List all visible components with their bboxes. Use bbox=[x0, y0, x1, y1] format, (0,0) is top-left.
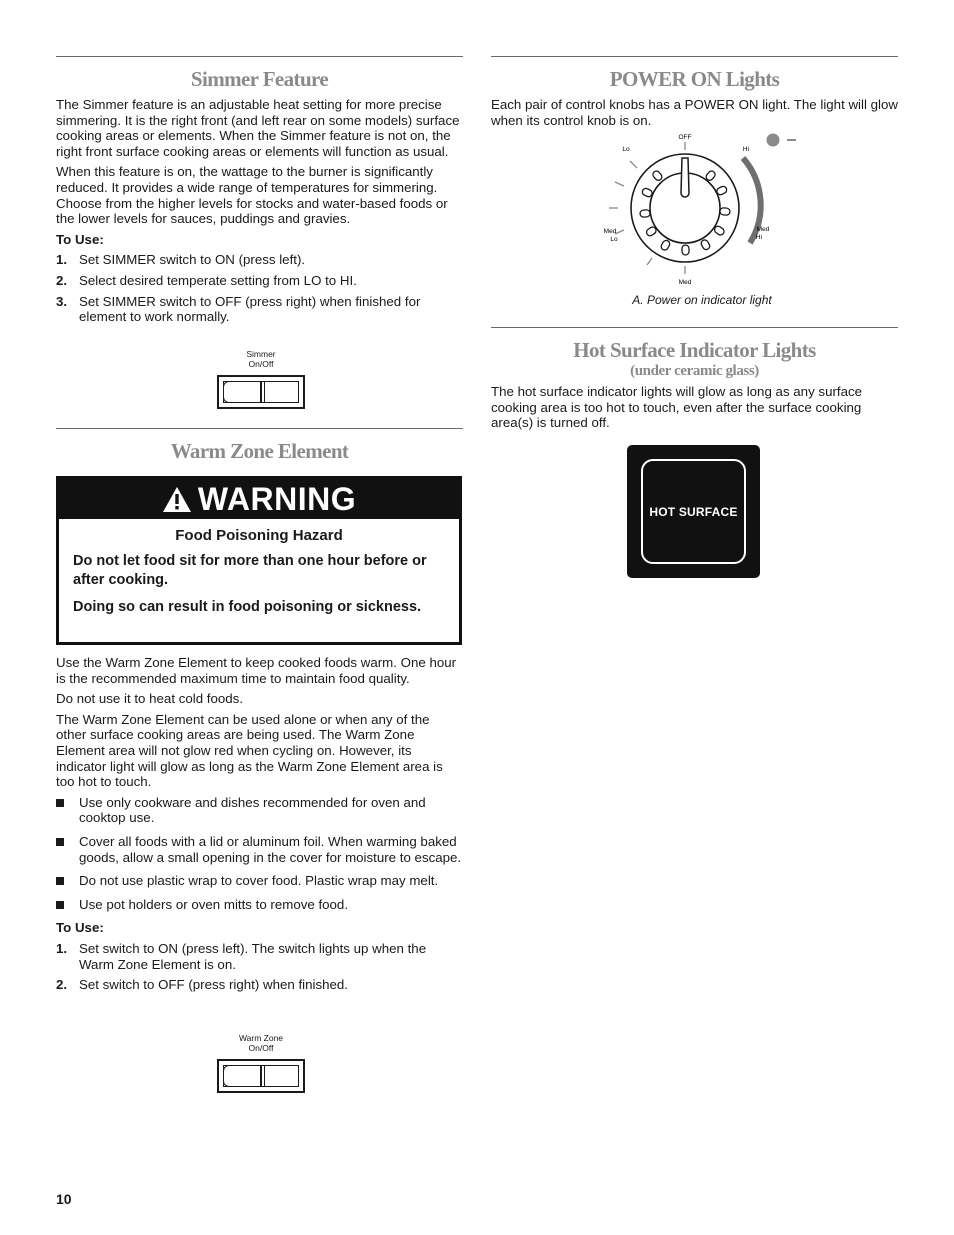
warm-zone-rocker-switch[interactable] bbox=[217, 1059, 305, 1093]
list-item bbox=[56, 977, 463, 993]
list-item bbox=[56, 252, 463, 268]
warning-triangle-icon bbox=[162, 486, 192, 513]
section-rule-right bbox=[491, 327, 898, 328]
step-text: Select desired temperate setting from LO to HI. bbox=[79, 272, 357, 288]
knob-caption: A. Power on indicator light bbox=[632, 293, 772, 307]
power-on-heading: POWER ON Lights bbox=[609, 67, 780, 91]
simmer-switch-figure bbox=[215, 349, 307, 409]
switch-rocker bbox=[223, 1065, 265, 1087]
list-item: Cover all foods with a lid or aluminum foil. When warming baked goods, allow a small opening in the cover for moisture to escape. bbox=[56, 834, 463, 865]
step-number: 2. bbox=[56, 977, 68, 993]
list-item: Use pot holders or oven mitts to remove food. bbox=[56, 897, 463, 913]
hot-surface-section bbox=[491, 338, 898, 431]
knob-tick bbox=[615, 182, 624, 186]
knob-label-med-hi-2: Hi bbox=[755, 234, 763, 241]
power-on-paragraph: Each pair of control knobs has a POWER ON light. The light will glow when its control knob is on. bbox=[491, 97, 898, 128]
simmer-switch-label-onoff: On/Off bbox=[248, 359, 274, 369]
step-number: 1. bbox=[56, 940, 68, 956]
knob-pointer bbox=[681, 158, 689, 197]
warm-zone-body bbox=[56, 655, 463, 998]
warm-zone-paragraph: Do not use it to heat cold foods. bbox=[56, 691, 244, 707]
step-text: Set switch to OFF (press right) when finished. bbox=[79, 977, 348, 993]
knob-tick bbox=[615, 230, 624, 234]
knob-label-med-lo: Med bbox=[603, 228, 617, 235]
knob-label-hi: Hi bbox=[742, 146, 750, 153]
simmer-steps bbox=[56, 252, 463, 324]
knob-label-off: OFF bbox=[678, 134, 692, 141]
hazard-title: Food Poisoning Hazard bbox=[175, 527, 343, 544]
warm-zone-bullets bbox=[56, 795, 463, 913]
simmer-section bbox=[56, 67, 463, 330]
hot-surface-paragraph: The hot surface indicator lights will glow as long as any surface cooking area is too hot to touch, even after the surface cooking area(s) is turned off. bbox=[491, 384, 863, 431]
section-rule-left bbox=[56, 428, 463, 429]
simmer-heading: Simmer Feature bbox=[190, 67, 329, 91]
step-number: 3. bbox=[56, 293, 68, 309]
knob-label-med: Med bbox=[678, 279, 692, 286]
step-number: 2. bbox=[56, 272, 68, 288]
step-text: Set switch to ON (press left). The switch lights up when the Warm Zone Element is on. bbox=[79, 940, 427, 972]
list-item bbox=[56, 294, 463, 325]
knob-label-med-hi: Med bbox=[756, 226, 770, 233]
knob-tick bbox=[647, 258, 652, 265]
warning-box bbox=[56, 476, 462, 645]
warm-zone-paragraph: Use the Warm Zone Element to keep cooked foods warm. One hour is the recommended maximum time to maintain food quality. bbox=[56, 655, 457, 686]
list-item bbox=[56, 273, 463, 289]
simmer-switch-label: Simmer bbox=[246, 349, 276, 359]
control-knob-diagram bbox=[595, 128, 805, 290]
warm-zone-paragraph: The Warm Zone Element can be used alone or when any of the other surface cooking areas are being used. The Warm Zone Element area will not glow red when cycling on. However, its indicator light will glow as long as the Warm Zone Element area is too hot to touch. bbox=[56, 711, 443, 790]
warm-zone-to-use-label: To Use: bbox=[56, 920, 104, 936]
step-text: Set SIMMER switch to ON (press left). bbox=[79, 252, 306, 268]
hot-surface-label: HOT SURFACE bbox=[649, 504, 738, 519]
warm-zone-switch-figure bbox=[215, 1033, 307, 1093]
simmer-rocker-switch[interactable] bbox=[217, 375, 305, 409]
hot-surface-subheading: (under ceramic glass) bbox=[630, 363, 759, 379]
power-on-light-icon bbox=[767, 134, 780, 147]
knob-label-lo: Lo bbox=[622, 146, 630, 153]
switch-rocker bbox=[223, 381, 265, 403]
list-item bbox=[56, 941, 463, 972]
top-rule-right bbox=[491, 56, 898, 57]
warm-zone-switch-label-onoff: On/Off bbox=[248, 1043, 274, 1053]
power-on-section bbox=[491, 67, 898, 128]
warning-line: Do not let food sit for more than one hour before or after cooking. bbox=[73, 553, 427, 588]
step-text: Set SIMMER switch to OFF (press right) when finished for element to work normally. bbox=[79, 293, 421, 325]
knob-label-med-lo-2: Lo bbox=[610, 236, 618, 243]
page-number: 10 bbox=[56, 1191, 72, 1207]
hot-surface-indicator-panel bbox=[627, 445, 760, 578]
list-item: Use only cookware and dishes recommended for oven and cooktop use. bbox=[56, 795, 463, 826]
warning-banner bbox=[59, 479, 459, 519]
simmer-paragraph: When this feature is on, the wattage to the burner is significantly reduced. It provides a wide range of temperatures for simmering. Choose from the higher levels for stocks and water-based foods or the lower levels for sauces, puddings and gravies. bbox=[56, 164, 448, 227]
list-item: Do not use plastic wrap to cover food. Plastic wrap may melt. bbox=[56, 873, 463, 889]
warning-line: Doing so can result in food poisoning or sickness. bbox=[73, 599, 422, 615]
warm-zone-switch-label: Warm Zone bbox=[238, 1033, 284, 1043]
warm-zone-steps bbox=[56, 941, 463, 993]
warm-zone-heading-wrap bbox=[56, 439, 463, 464]
hot-surface-heading: Hot Surface Indicator Lights bbox=[573, 338, 816, 362]
top-rule-left bbox=[56, 56, 463, 57]
simmer-paragraph: The Simmer feature is an adjustable heat setting for more precise simmering. It is the right front (and left rear on some models) surface cooking areas or elements. When the Simmer feature is not on, the right front surface cooking areas or elements will function as usual. bbox=[56, 97, 460, 159]
knob-tick bbox=[630, 161, 637, 168]
step-number: 1. bbox=[56, 252, 68, 268]
warning-title: WARNING bbox=[197, 480, 357, 517]
simmer-to-use-label: To Use: bbox=[56, 231, 104, 247]
hot-surface-frame bbox=[641, 459, 746, 564]
warm-zone-heading: Warm Zone Element bbox=[170, 439, 349, 463]
